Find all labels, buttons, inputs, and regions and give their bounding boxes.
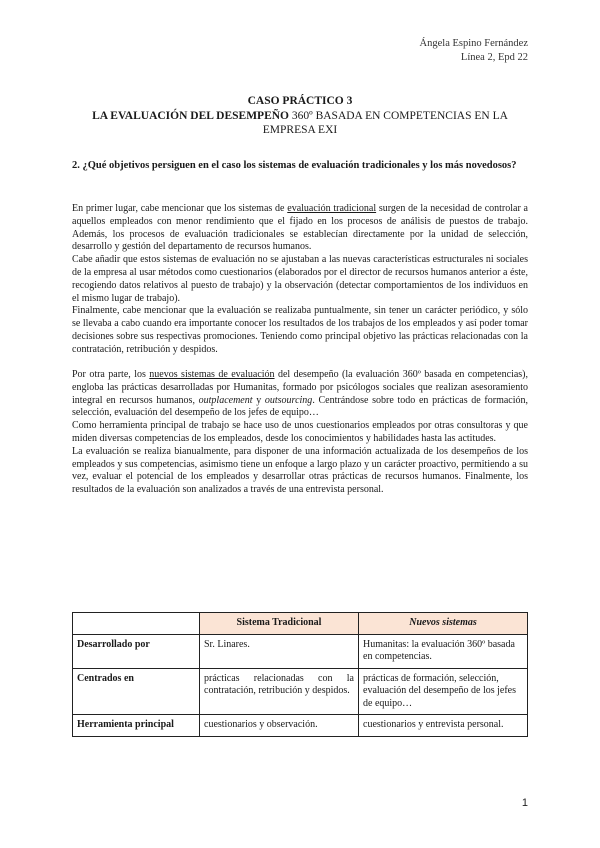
paragraph-4 bbox=[72, 369, 528, 420]
cell-new: cuestionarios y entrevista personal. bbox=[359, 715, 528, 737]
paragraph-1 bbox=[72, 203, 528, 254]
row-label: Desarrollado por bbox=[73, 634, 200, 668]
paragraph-2: Cabe añadir que estos sistemas de evaluación no se ajustaban a las nuevas características estructurales ni sociales de la empresa al usar métodos como cuestionarios (elaborados por el director de recursos humanos anterior a éste, recogiendo datos relativos al puesto de trabajo) y la observación (detectar comportamientos de los individuos en el mismo lugar de trabajo). bbox=[72, 254, 528, 304]
paragraph-5: Como herramienta principal de trabajo se hace uso de unos cuestionarios empleados por otras consultoras y que miden diversas competencias de los empleados, desde los conocimientos y habilidades hasta las actitudes. bbox=[72, 420, 528, 445]
italic-term-outplacement: outplacement bbox=[198, 394, 253, 406]
paragraph-4-text-b: del desempeño (la evaluación 360º basada en competencias), engloba las prácticas desarrolladas por Humanitas, formado por psicólogos sociales que realizan asesoramiento integral en recursos humanos, bbox=[72, 369, 529, 406]
author-name: Ángela Espino Fernández bbox=[419, 38, 528, 49]
cell-traditional: Sr. Linares. bbox=[200, 634, 359, 668]
paragraph-4-text-c: y bbox=[252, 394, 265, 406]
underlined-term-new-systems: nuevos sistemas de evaluación bbox=[149, 369, 275, 381]
paragraph-1-text-a: En primer lugar, cabe mencionar que los sistemas de bbox=[72, 203, 288, 214]
table-row bbox=[73, 668, 528, 715]
title-line-2 bbox=[72, 109, 528, 138]
answer-body bbox=[72, 203, 528, 497]
table-corner-cell bbox=[73, 613, 200, 635]
title-line-2-bold: LA EVALUACIÓN DEL DESEMPEÑO bbox=[92, 109, 290, 122]
paragraph-3: Finalmente, cabe mencionar que la evaluación se realizaba puntualmente, sin tener un carácter periódico, y sólo se llevaba a cabo cuando era importante conocer los resultados de los trabajos de los empleados y así poder tomar decisiones sobre sus respectivas promociones. Teniendo como principal objetivo las prácticas relacionadas con la contratación, retribución y despidos. bbox=[72, 305, 528, 355]
underlined-term-traditional: evaluación tradicional bbox=[287, 203, 377, 214]
paragraph-1-text-b: surgen de la necesidad de controlar a aquellos empleados con menor rendimiento que el fijado en los procesos de análisis de puestos de trabajo. Además, los procesos de evaluación tradicionales se establecían directamente por la unidad de selección, desarrollo y gestión del departamento de recursos humanos. bbox=[72, 203, 528, 253]
author-group: Línea 2, Epd 22 bbox=[460, 52, 528, 63]
italic-term-outsourcing: outsourcing bbox=[264, 394, 313, 406]
paragraph-4-text-d: . Centrándose sobre todo en prácticas de formación, selección, evaluación del desempeño de los jefes de equipo… bbox=[72, 394, 529, 419]
page-number: 1 bbox=[521, 797, 528, 809]
cell-new: prácticas de formación, selección, evaluación del desempeño de los jefes de equipo… bbox=[359, 668, 528, 715]
col-header-traditional: Sistema Tradicional bbox=[200, 613, 359, 635]
title-line-1: CASO PRÁCTICO 3 bbox=[247, 95, 353, 107]
paragraph-4-text-a: Por otra parte, los bbox=[72, 369, 150, 381]
paragraph-gap bbox=[72, 357, 528, 370]
row-label: Centrados en bbox=[73, 668, 200, 715]
question-heading: 2. ¿Qué objetivos persiguen en el caso los sistemas de evaluación tradicionales y los más novedosos? bbox=[72, 160, 517, 171]
table-row bbox=[73, 634, 528, 668]
cell-traditional: cuestionarios y observación. bbox=[200, 715, 359, 737]
header-author-block bbox=[420, 37, 528, 65]
row-label: Herramienta principal bbox=[73, 715, 200, 737]
comparison-table bbox=[72, 612, 528, 737]
table-row bbox=[73, 715, 528, 737]
document-title bbox=[72, 94, 528, 138]
col-header-new: Nuevos sistemas bbox=[359, 613, 528, 635]
cell-new: Humanitas: la evaluación 360º basada en competencias. bbox=[359, 634, 528, 668]
title-line-2-rest: 360º BASADA EN COMPETENCIAS EN LA EMPRESA EXI bbox=[262, 109, 508, 136]
cell-traditional: prácticas relacionadas con la contratación, retribución y despidos. bbox=[200, 668, 359, 715]
paragraph-6: La evaluación se realiza bianualmente, para disponer de una información actualizada de los desempeños de los empleados y sus competencias, asimismo tiene un enfoque a largo plazo y un carácter proactivo, permitiendo a su vez, evaluar el potencial de los empleados y desarrollar otras prácticas de recursos humanos. Finalmente, los resultados de la evaluación son analizados a través de una entrevista personal. bbox=[72, 445, 528, 496]
table-header-row bbox=[73, 613, 528, 635]
